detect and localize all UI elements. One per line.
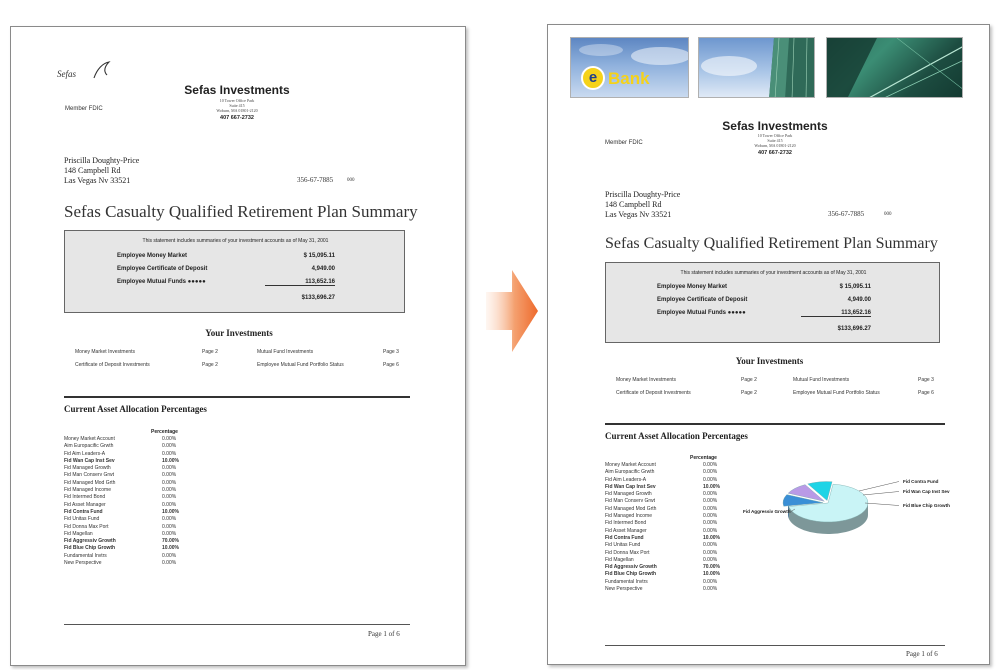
allocation-pct: 0.00% — [162, 552, 177, 559]
inv-left-2: Certificate of Deposit Investments — [616, 390, 691, 396]
allocation-row — [64, 545, 204, 552]
allocation-name: New Perspective — [605, 586, 643, 593]
summary-value-cd: 4,949.00 — [311, 266, 335, 272]
allocation-name: Fid Magellan — [64, 530, 93, 537]
allocation-pct: 0.00% — [162, 472, 177, 479]
summary-value-mutual-funds: 113,652.16 — [801, 310, 871, 317]
summary-box — [64, 230, 405, 313]
member-fdic: Member FDIC — [65, 106, 103, 112]
allocation-row — [64, 458, 204, 465]
section-rule — [605, 423, 945, 425]
summary-label-money-market: Employee Money Market — [657, 284, 728, 290]
allocation-name: Fid Man Conserv Grwt — [64, 472, 115, 479]
allocation-row — [605, 550, 745, 557]
allocation-name: Fundamental Invtrs — [64, 552, 107, 559]
allocation-row — [64, 516, 204, 523]
allocation-pct: 10.00% — [162, 508, 179, 515]
allocation-pct: 0.00% — [162, 465, 177, 472]
allocation-row — [64, 451, 204, 458]
banner-ebank — [570, 37, 689, 98]
summary-total: $133,696.27 — [301, 295, 335, 301]
allocation-row — [64, 524, 204, 531]
allocation-pct: 0.00% — [703, 505, 718, 512]
allocation-name: New Perspective — [64, 560, 102, 567]
summary-intro: This statement includes summaries of your investment accounts as of May 31, 2001 — [142, 238, 329, 244]
allocation-pct: 70.00% — [162, 538, 179, 545]
pie-leader-line — [863, 492, 899, 496]
allocation-row — [605, 557, 745, 564]
inv-left-page-1: Page 2 — [741, 377, 757, 383]
transform-arrow-icon — [486, 268, 538, 354]
allocation-row — [605, 506, 745, 513]
summary-label-mutual-funds: Employee Mutual Funds ●●●●● — [657, 310, 746, 316]
summary-value-cd: 4,949.00 — [847, 297, 871, 303]
summary-value-money-market: $ 15,095.11 — [839, 284, 871, 290]
recipient-city: Las Vegas Nv 33521 — [64, 176, 131, 185]
allocation-row — [64, 487, 204, 494]
account-suffix: 000 — [347, 178, 355, 183]
inv-right-2: Employee Mutual Fund Portfolio Status — [257, 362, 344, 368]
allocation-name: Fundamental Invtrs — [605, 578, 648, 585]
summary-label-cd: Employee Certificate of Deposit — [117, 266, 208, 272]
allocation-row — [605, 513, 745, 520]
inv-left-1: Money Market Investments — [75, 349, 136, 355]
allocation-heading: Current Asset Allocation Percentages — [64, 404, 207, 414]
allocation-name: Aim Europacific Grwth — [64, 443, 114, 450]
allocation-list — [605, 462, 745, 593]
percentage-header: Percentage — [690, 455, 717, 461]
statement-title: Sefas Casualty Qualified Retirement Plan Summary — [605, 235, 938, 252]
company-address-1: 10 Tower Office Park — [219, 98, 255, 103]
allocation-pct: 0.00% — [703, 491, 718, 498]
allocation-name: Fid Asset Manager — [64, 501, 106, 508]
allocation-pct: 0.00% — [703, 462, 718, 468]
enhanced-statement-page — [547, 24, 990, 665]
recipient-street: 148 Campbell Rd — [605, 200, 662, 209]
investments-heading: Your Investments — [205, 328, 273, 338]
sefas-logo — [57, 69, 76, 79]
allocation-pct: 0.00% — [703, 527, 718, 534]
allocation-name: Fid Unitas Fund — [605, 542, 641, 549]
summary-intro: This statement includes summaries of your investment accounts as of May 31, 2001 — [680, 270, 867, 276]
allocation-name: Fid Man Conserv Grwt — [605, 498, 656, 505]
account-number: 356-67-7885 — [828, 210, 865, 218]
allocation-pct: 0.00% — [703, 542, 718, 549]
allocation-pct: 0.00% — [162, 450, 177, 457]
allocation-row — [64, 436, 204, 443]
pie-label: Fid Contra Fund — [903, 479, 939, 484]
pie-leader-line — [859, 482, 899, 492]
member-fdic: Member FDIC — [605, 140, 643, 146]
allocation-row — [605, 579, 745, 586]
percentage-header: Percentage — [151, 429, 178, 435]
allocation-name: Fid Blue Chip Growth — [64, 545, 116, 552]
allocation-pct: 0.00% — [703, 513, 718, 520]
allocation-row — [64, 502, 204, 509]
allocation-pct: 10.00% — [162, 545, 179, 552]
section-rule — [64, 396, 410, 398]
page-footer: Page 1 of 6 — [906, 650, 938, 658]
allocation-row — [64, 531, 204, 538]
recipient-city: Las Vegas Nv 33521 — [605, 210, 672, 219]
allocation-pct: 0.00% — [703, 520, 718, 527]
summary-value-mutual-funds: 113,652.16 — [265, 279, 335, 286]
allocation-name: Fid Managed Income — [64, 487, 111, 494]
footer-rule — [64, 624, 410, 625]
recipient-name: Priscilla Doughty-Price — [605, 190, 681, 199]
allocation-name: Fid Magellan — [605, 556, 634, 563]
inv-right-page-1: Page 3 — [383, 349, 399, 355]
recipient-name: Priscilla Doughty-Price — [64, 156, 140, 165]
allocation-heading: Current Asset Allocation Percentages — [605, 431, 748, 441]
allocation-row — [605, 469, 745, 476]
allocation-pct: 0.00% — [162, 501, 177, 508]
summary-label-mutual-funds: Employee Mutual Funds ●●●●● — [117, 279, 206, 285]
original-statement-page — [10, 26, 466, 666]
allocation-row — [605, 528, 745, 535]
allocation-name: Fid Managed Income — [605, 513, 652, 520]
allocation-pct: 0.00% — [703, 498, 718, 505]
allocation-pct: 0.00% — [162, 479, 177, 486]
allocation-name: Fid Intermed Bond — [605, 520, 647, 527]
inv-right-2: Employee Mutual Fund Portfolio Status — [793, 390, 880, 396]
allocation-name: Fid Unitas Fund — [64, 516, 100, 523]
allocation-row — [605, 520, 745, 527]
allocation-row — [605, 571, 745, 578]
allocation-row — [605, 491, 745, 498]
allocation-row — [605, 498, 745, 505]
banner-building — [698, 37, 815, 98]
allocation-row — [64, 494, 204, 501]
inv-right-1: Mutual Fund Investments — [257, 349, 314, 355]
allocation-name: Fid Aim Leaders-A — [605, 476, 647, 483]
allocation-pct: 0.00% — [162, 494, 177, 501]
allocation-pct: 0.00% — [162, 443, 177, 450]
allocation-row — [605, 586, 745, 593]
inv-left-page-2: Page 2 — [741, 390, 757, 396]
allocation-name: Fid Contra Fund — [64, 508, 103, 515]
account-number: 356-67-7885 — [297, 176, 334, 184]
skyscraper-icon — [699, 38, 815, 98]
inv-right-page-2: Page 6 — [918, 390, 934, 396]
logo-swoosh-icon — [91, 59, 113, 81]
pie-leader-line — [865, 503, 899, 506]
allocation-pie-chart — [743, 473, 983, 553]
allocation-pct: 0.00% — [703, 549, 718, 556]
company-address-3: Woburn, MA 01801-2120 — [216, 108, 258, 113]
allocation-name: Fid Managed Growth — [605, 491, 652, 498]
allocation-name: Fid Blue Chip Growth — [605, 571, 657, 578]
company-address-1: 10 Tower Office Park — [757, 133, 793, 138]
allocation-name: Fid Managed Mod Grth — [605, 505, 657, 512]
allocation-pct: 10.00% — [703, 534, 720, 541]
company-name: Sefas Investments — [722, 119, 828, 133]
summary-total: $133,696.27 — [837, 326, 871, 332]
inv-left-page-1: Page 2 — [202, 349, 218, 355]
inv-right-page-2: Page 6 — [383, 362, 399, 368]
summary-box — [605, 262, 940, 343]
allocation-pct: 0.00% — [703, 469, 718, 476]
pie-label: Fid Aggressiv Growth — [743, 509, 791, 514]
company-phone: 407 667-2732 — [220, 115, 254, 121]
company-address-2: Suite 415 — [229, 103, 245, 108]
allocation-name: Fid Wan Cap Inst Sev — [605, 483, 656, 490]
allocation-pct: 0.00% — [703, 556, 718, 563]
account-suffix: 000 — [884, 212, 892, 217]
recipient-street: 148 Campbell Rd — [64, 166, 121, 175]
allocation-name: Fid Managed Mod Grth — [64, 479, 116, 486]
company-address-2: Suite 415 — [767, 138, 783, 143]
inv-left-1: Money Market Investments — [616, 377, 677, 383]
banner-glass — [826, 37, 963, 98]
allocation-pct: 0.00% — [162, 487, 177, 494]
ebank-wordmark: Bank — [608, 69, 650, 88]
summary-label-money-market: Employee Money Market — [117, 253, 188, 259]
investments-heading: Your Investments — [735, 356, 804, 366]
allocation-name: Fid Managed Growth — [64, 465, 111, 472]
inv-left-page-2: Page 2 — [202, 362, 218, 368]
company-phone: 407 667-2732 — [758, 150, 792, 156]
allocation-name: Money Market Account — [605, 462, 656, 468]
allocation-name: Fid Wan Cap Inst Sev — [64, 457, 115, 464]
pie-label: Fid Blue Chip Growth — [903, 503, 950, 508]
ebank-logo-icon — [581, 66, 605, 90]
summary-label-cd: Employee Certificate of Deposit — [657, 297, 748, 303]
allocation-pct: 0.00% — [162, 436, 177, 442]
allocation-pct: 10.00% — [162, 457, 179, 464]
company-name: Sefas Investments — [184, 83, 290, 97]
allocation-row — [605, 462, 745, 469]
allocation-row — [605, 564, 745, 571]
allocation-row — [64, 538, 204, 545]
footer-rule — [605, 645, 945, 646]
inv-right-page-1: Page 3 — [918, 377, 934, 383]
allocation-pct: 0.00% — [703, 586, 718, 593]
company-address-3: Woburn, MA 01801-2120 — [754, 143, 796, 148]
allocation-row — [64, 465, 204, 472]
allocation-list — [64, 436, 204, 567]
summary-value-money-market: $ 15,095.11 — [303, 253, 335, 259]
page-footer: Page 1 of 6 — [368, 630, 400, 638]
allocation-row — [605, 542, 745, 549]
allocation-name: Fid Donna Max Port — [605, 549, 650, 556]
allocation-pct: 70.00% — [703, 564, 720, 571]
allocation-pct: 10.00% — [703, 571, 720, 578]
allocation-row — [64, 553, 204, 560]
allocation-row — [605, 477, 745, 484]
allocation-row — [64, 560, 204, 567]
allocation-name: Fid Intermed Bond — [64, 494, 106, 501]
allocation-row — [64, 472, 204, 479]
allocation-name: Aim Europacific Grwth — [605, 469, 655, 476]
allocation-pct: 0.00% — [703, 578, 718, 585]
allocation-name: Fid Aggressiv Growth — [605, 564, 657, 571]
allocation-name: Fid Contra Fund — [605, 534, 644, 541]
allocation-pct: 0.00% — [162, 523, 177, 530]
allocation-name: Fid Aggressiv Growth — [64, 538, 116, 545]
allocation-row — [605, 535, 745, 542]
allocation-pct: 0.00% — [703, 476, 718, 483]
allocation-row — [64, 443, 204, 450]
statement-title: Sefas Casualty Qualified Retirement Plan Summary — [64, 202, 418, 221]
allocation-name: Money Market Account — [64, 436, 115, 442]
pie-label: Fid Wan Cap Inst Sev — [903, 489, 950, 494]
allocation-row — [605, 484, 745, 491]
inv-left-2: Certificate of Deposit Investments — [75, 362, 150, 368]
inv-right-1: Mutual Fund Investments — [793, 377, 850, 383]
allocation-row — [64, 480, 204, 487]
allocation-pct: 0.00% — [162, 560, 177, 567]
allocation-name: Fid Donna Max Port — [64, 523, 109, 530]
logo-text: Sefas — [57, 69, 76, 79]
allocation-name: Fid Asset Manager — [605, 527, 647, 534]
glass-facade-icon — [827, 38, 963, 98]
allocation-pct: 0.00% — [162, 530, 177, 537]
allocation-pct: 10.00% — [703, 483, 720, 490]
allocation-name: Fid Aim Leaders-A — [64, 450, 106, 457]
ebank-e-letter: e — [588, 69, 598, 86]
allocation-row — [64, 509, 204, 516]
allocation-pct: 0.00% — [162, 516, 177, 523]
